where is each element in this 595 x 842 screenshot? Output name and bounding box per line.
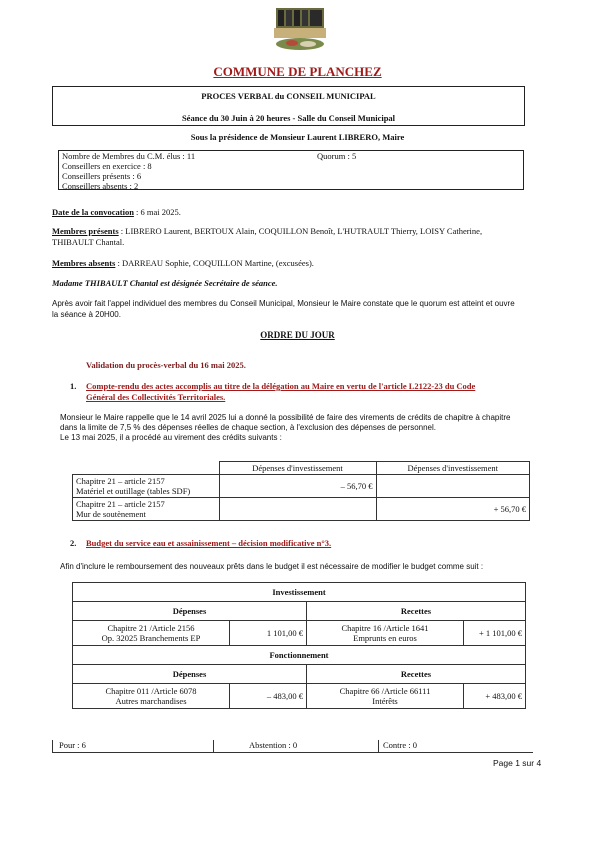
- absents-label: Membres absents: [52, 258, 116, 268]
- convocation-label: Date de la convocation: [52, 207, 134, 217]
- pv-header-box: [52, 86, 525, 126]
- presents-label: Membres présents: [52, 226, 119, 236]
- item1-number: 1.: [70, 381, 77, 391]
- stats-box: [58, 150, 524, 190]
- row1-value1: – 56,70 €: [219, 475, 376, 498]
- row2-label: Mur de soutènement: [76, 509, 146, 519]
- item1-title-line2: Général des Collectivités Territoriales.: [86, 392, 226, 402]
- appel-paragraph: [52, 298, 542, 320]
- virement-head2: Dépenses d'investissement: [376, 462, 530, 475]
- members-count: Nombre de Membres du C.M. élus : 11: [62, 151, 196, 161]
- vote-contre: Contre : 0: [383, 740, 417, 750]
- item1-text-line3: Le 13 mai 2025, il a procédé au virement des crédits suivants :: [60, 433, 282, 442]
- convocation-line: [52, 207, 181, 218]
- dm3-fon-recettes: Recettes: [307, 665, 526, 684]
- pv-title: PROCES VERBAL du CONSEIL MUNICIPAL: [201, 91, 376, 101]
- secretaire-line: Madame THIBAULT Chantal est désignée Secrétaire de séance.: [52, 278, 278, 288]
- item2-number: 2.: [70, 538, 77, 548]
- convocation-value: : 6 mai 2025.: [133, 207, 181, 217]
- dm3-investissement: Investissement: [73, 583, 526, 602]
- appel-line-2: la séance à 20H00.: [52, 310, 121, 319]
- row2-chapitre: Chapitre 21 – article 2157: [76, 499, 165, 509]
- virement-head1: Dépenses d'investissement: [219, 462, 376, 475]
- fon-dep-value: – 483,00 €: [230, 684, 307, 709]
- vote-bar: [52, 740, 533, 753]
- item1-text-line1: Monsieur le Maire rappelle que le 14 avril 2025 lui a donné la possibilité de faire des virements de crédits de chapitre à chapitre: [60, 413, 511, 422]
- inv-rec-value: + 1 101,00 €: [464, 621, 526, 646]
- ordre-du-jour-heading: ORDRE DU JOUR: [260, 330, 335, 340]
- fon-rec-value: + 483,00 €: [464, 684, 526, 709]
- presents-value2: THIBAULT Chantal.: [52, 237, 125, 247]
- inv-rec-label: Emprunts en euros: [353, 633, 417, 643]
- commune-title: COMMUNE DE PLANCHEZ: [213, 64, 382, 79]
- appel-line-1: Après avoir fait l'appel individuel des membres du Conseil Municipal, Monsieur le Maire constate que le quorum est atteint et ouvre: [52, 299, 515, 308]
- fon-rec-chapitre: Chapitre 66 /Article 66111: [339, 686, 431, 696]
- virement-table: [72, 461, 530, 521]
- row1-value2: [376, 475, 530, 498]
- table-row: [73, 684, 526, 709]
- exercice-count: Conseillers en exercice : 8: [62, 161, 152, 171]
- item2-title: Budget du service eau et assainissement – décision modificative n°3.: [86, 538, 332, 548]
- validation-line: Validation du procès-verbal du 16 mai 2025.: [86, 360, 246, 370]
- table-row: [73, 621, 526, 646]
- presents-count: Conseillers présents : 6: [62, 171, 142, 181]
- table-row: [73, 498, 530, 521]
- absents-count: Conseillers absents : 2: [62, 181, 139, 191]
- vote-abstention: Abstention : 0: [249, 740, 298, 750]
- seance-line: Séance du 30 Juin à 20 heures - Salle du Conseil Municipal: [181, 113, 396, 123]
- item1-title: [86, 381, 546, 403]
- row2-value1: [219, 498, 376, 521]
- absents-line: [52, 258, 314, 269]
- row2-value2: + 56,70 €: [376, 498, 530, 521]
- row1-chapitre: Chapitre 21 – article 2157: [76, 476, 165, 486]
- quorum: Quorum : 5: [317, 151, 357, 161]
- inv-dep-label: Op. 32025 Branchements EP: [101, 633, 201, 643]
- dm3-inv-depenses: Dépenses: [73, 602, 307, 621]
- row1-label: Matériel et outillage (tables SDF): [76, 486, 191, 496]
- inv-dep-chapitre: Chapitre 21 /Article 2156: [107, 623, 195, 633]
- commune-logo: [272, 6, 328, 52]
- fon-dep-chapitre: Chapitre 011 /Article 6078: [105, 686, 197, 696]
- presents-line: [52, 226, 532, 248]
- item1-title-line1: Compte-rendu des actes accomplis au titre de la délégation au Maire en vertu de l'article L2122-23 du Code: [86, 381, 476, 391]
- table-row: [73, 475, 530, 498]
- item1-text-line2: dans la limite de 7,5 % des dépenses réelles de chaque section, à l'exclusion des dépenses de personnel.: [60, 423, 436, 432]
- inv-dep-value: 1 101,00 €: [230, 621, 307, 646]
- inv-rec-chapitre: Chapitre 16 /Article 1641: [341, 623, 429, 633]
- item2-text: Afin d'inclure le remboursement des nouveaux prêts dans le budget il est nécessaire de modifier le budget comme suit :: [60, 562, 484, 571]
- page-number: Page 1 sur 4: [493, 758, 542, 768]
- dm3-fon-depenses: Dépenses: [73, 665, 307, 684]
- vote-pour: Pour : 6: [59, 740, 86, 750]
- dm3-fonctionnement: Fonctionnement: [73, 646, 526, 665]
- absents-value: : DARREAU Sophie, COQUILLON Martine, (excusées).: [115, 258, 314, 268]
- fon-rec-label: Intérêts: [372, 696, 398, 706]
- presidence-line: Sous la présidence de Monsieur Laurent LIBRERO, Maire: [190, 132, 405, 142]
- dm3-inv-recettes: Recettes: [307, 602, 526, 621]
- fon-dep-label: Autres marchandises: [115, 696, 187, 706]
- dm3-table: [72, 582, 526, 709]
- item1-text: [60, 413, 550, 443]
- presents-value: : LIBRERO Laurent, BERTOUX Alain, COQUILLON Benoît, L'HUTRAULT Thierry, LOISY Catherine,: [118, 226, 483, 236]
